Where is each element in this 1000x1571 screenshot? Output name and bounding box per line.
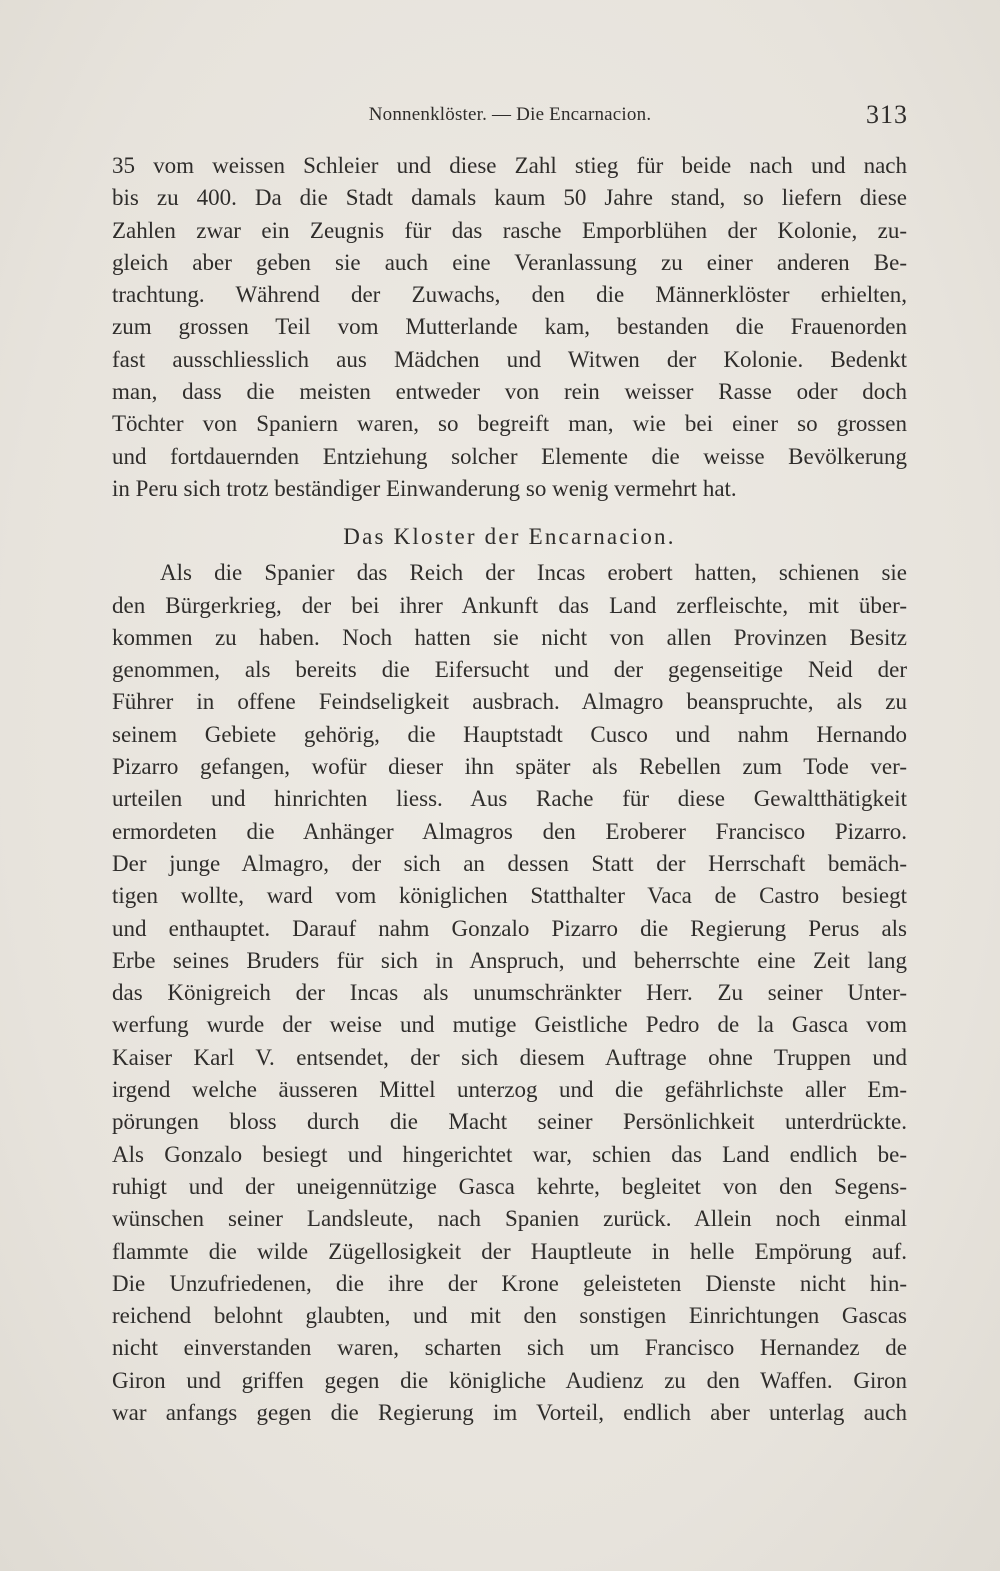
running-head: [110, 100, 910, 134]
text-line: ermordeten die Anhänger Almagros den Eroberer Francisco Pizarro.: [112, 818, 907, 844]
text-line: Töchter von Spaniern waren, so begreift man, wie bei einer so grossen: [112, 411, 907, 437]
text-line: nicht einverstanden waren, scharten sich um Francisco Hernandez de: [112, 1335, 907, 1361]
text-line: gleich aber geben sie auch eine Veranlassung zu einer anderen Be-: [112, 249, 907, 275]
text-line: Giron und griffen gegen die königliche Audienz zu den Waffen. Giron: [112, 1367, 907, 1393]
text-line: und fortdauernden Entziehung solcher Elemente die weisse Bevölkerung: [112, 443, 907, 469]
paragraph-encarnacion: [112, 557, 907, 1429]
text-line: kommen zu haben. Noch hatten sie nicht von allen Provinzen Besitz: [112, 624, 907, 650]
page-number: 313: [866, 100, 908, 129]
text-line: Führer in offene Feindseligkeit ausbrach. Almagro beanspruchte, als zu: [112, 689, 907, 715]
text-line: Als Gonzalo besiegt und hingerichtet war, schien das Land endlich be-: [112, 1141, 907, 1167]
text-line: den Bürgerkrieg, der bei ihrer Ankunft das Land zerfleischte, mit über-: [112, 592, 907, 618]
text-line: seinem Gebiete gehörig, die Hauptstadt Cusco und nahm Hernando: [112, 721, 907, 747]
text-line: reichend belohnt glaubten, und mit den sonstigen Einrichtungen Gascas: [112, 1303, 907, 1329]
text-line: in Peru sich trotz beständiger Einwanderung so wenig vermehrt hat.: [112, 475, 737, 501]
text-line: wünschen seiner Landsleute, nach Spanien zurück. Allein noch einmal: [112, 1206, 907, 1232]
text-line: Erbe seines Bruders für sich in Anspruch, und beherrschte eine Zeit lang: [112, 947, 907, 973]
text-line: das Königreich der Incas als unumschränkter Herr. Zu seiner Unter-: [112, 980, 907, 1006]
text-line: tigen wollte, ward vom königlichen Statthalter Vaca de Castro besiegt: [112, 883, 907, 909]
text-line: Die Unzufriedenen, die ihre der Krone geleisteten Dienste nicht hin-: [112, 1270, 907, 1296]
text-line: bis zu 400. Da die Stadt damals kaum 50 Jahre stand, so liefern diese: [112, 185, 907, 211]
paragraph-continuation: [112, 150, 907, 505]
text-line: man, dass die meisten entweder von rein weisser Rasse oder doch: [112, 379, 907, 405]
text-line: Pizarro gefangen, wofür dieser ihn später als Rebellen zum Tode ver-: [112, 754, 907, 780]
text-line: pörungen bloss durch die Macht seiner Persönlichkeit unterdrückte.: [112, 1109, 907, 1135]
text-line: fast ausschliesslich aus Mädchen und Witwen der Kolonie. Bedenkt: [112, 346, 907, 372]
text-line: und enthauptet. Darauf nahm Gonzalo Pizarro die Regierung Perus als: [112, 915, 907, 941]
text-line: urteilen und hinrichten liess. Aus Rache für diese Gewaltthätigkeit: [112, 786, 907, 812]
text-line: Der junge Almagro, der sich an dessen Statt der Herrschaft bemäch-: [112, 850, 907, 876]
text-block: [112, 150, 907, 1429]
text-line: flammte die wilde Zügellosigkeit der Hauptleute in helle Empörung auf.: [112, 1238, 907, 1264]
text-line: irgend welche äusseren Mittel unterzog und die gefährlichste aller Em-: [112, 1077, 907, 1103]
text-line: Als die Spanier das Reich der Incas erobert hatten, schienen sie: [160, 560, 907, 586]
text-line: Kaiser Karl V. entsendet, der sich diesem Auftrage ohne Truppen und: [112, 1044, 907, 1070]
running-title: Nonnenklöster. — Die Encarnacion.: [368, 104, 652, 125]
text-line: genommen, als bereits die Eifersucht und der gegenseitige Neid der: [112, 657, 907, 683]
section-heading: Das Kloster der Encarnacion.: [343, 524, 676, 550]
text-line: trachtung. Während der Zuwachs, den die Männerklöster erhielten,: [112, 282, 907, 308]
text-line: zum grossen Teil vom Mutterlande kam, bestanden die Frauenorden: [112, 314, 907, 340]
text-line: war anfangs gegen die Regierung im Vorteil, endlich aber unterlag auch: [112, 1399, 907, 1425]
text-line: ruhigt und der uneigennützige Gasca kehrte, begleitet von den Segens-: [112, 1173, 907, 1199]
text-line: werfung wurde der weise und mutige Geistliche Pedro de la Gasca vom: [112, 1012, 907, 1038]
text-line: Zahlen zwar ein Zeugnis für das rasche Emporblühen der Kolonie, zu-: [112, 217, 907, 243]
text-line: 35 vom weissen Schleier und diese Zahl stieg für beide nach und nach: [112, 153, 907, 178]
